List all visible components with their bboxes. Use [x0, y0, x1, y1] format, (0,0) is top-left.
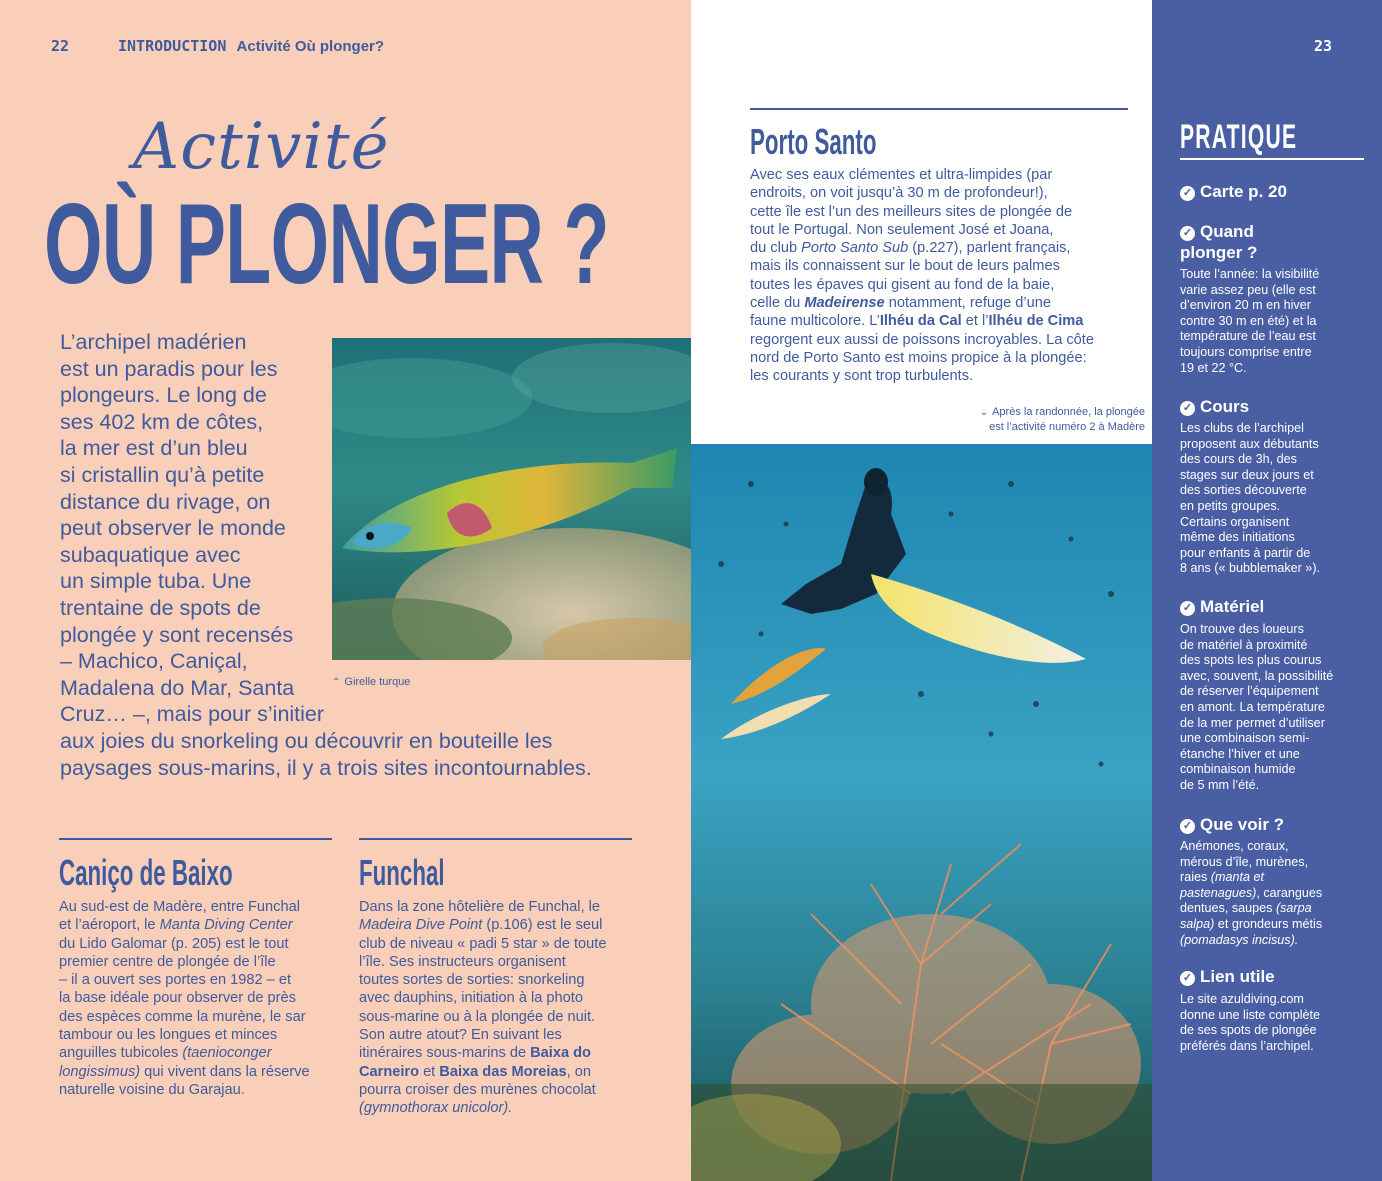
page-title: OÙ PLONGER ? [44, 181, 609, 308]
pratique-heading [1180, 396, 1249, 417]
pratique-text-segment: de matériel à proximité [1180, 637, 1308, 652]
funchal-text-segment: , on [566, 1063, 591, 1080]
canico-text-segment: anguilles tubicoles [59, 1045, 183, 1062]
pratique-heading-text: Matériel [1200, 597, 1265, 616]
porto-santo-text-segment: regorgent eux aussi de poissons incroyables. La côte [750, 331, 1094, 348]
intro-line: – Machico, Caniçal, [60, 649, 248, 674]
pratique-line [1180, 437, 1320, 453]
porto-santo-text [750, 166, 1094, 386]
pratique-title: PRATIQUE [1180, 118, 1298, 156]
pratique-line [1180, 561, 1320, 577]
canico-text-segment: longissimus) [59, 1063, 141, 1080]
porto-santo-heading: Porto Santo [750, 121, 877, 162]
pratique-heading-text: Carte p. 20 [1200, 182, 1287, 201]
pratique-line [1180, 778, 1333, 794]
pratique-text-segment: contre 30 m en été) et la [1180, 313, 1317, 328]
canico-line [59, 953, 310, 971]
pratique-line [1180, 638, 1333, 654]
porto-santo-line [750, 367, 1094, 385]
pratique-line [1180, 329, 1319, 345]
porto-santo-text-segment: celle du [750, 295, 805, 312]
pratique-text-segment: (manta et [1210, 870, 1264, 885]
funchal-text-segment: et [419, 1063, 440, 1080]
pratique-text-segment: 8 ans (« bubblemaker »). [1180, 561, 1321, 576]
pratique-heading [1180, 181, 1287, 202]
porto-santo-text-segment: notamment, refuge d’une [884, 295, 1051, 312]
pratique-line [1180, 499, 1320, 515]
pratique-text-segment: raies [1180, 870, 1211, 885]
pratique-text [1180, 622, 1333, 794]
porto-santo-text-segment: les courants y sont trop turbulents. [750, 368, 974, 385]
wrasse-photo [332, 338, 691, 660]
running-header-subsection: Activité Où plonger? [236, 38, 385, 55]
intro-line: aux joies du snorkeling ou découvrir en bouteille les [60, 728, 553, 753]
funchal-text-segment: club de niveau « padi 5 star » de toute [359, 935, 607, 952]
funchal-line [359, 898, 606, 916]
pratique-text-segment: Anémones, coraux, [1180, 839, 1289, 853]
pratique-text-segment: en amont. La température [1180, 699, 1325, 714]
pratique-text-segment: température de l’eau est [1180, 329, 1316, 344]
porto-santo-text-segment: mais ils connaissent sur le bout de leurs palmes [750, 258, 1060, 275]
intro-line: plongeurs. Le long de [60, 383, 267, 408]
porto-santo-text-segment: toutes les épaves qui gisent au fond de la baie, [750, 276, 1055, 293]
canico-text-segment: (taenioconger [182, 1045, 272, 1062]
intro-line: peut observer le monde [60, 516, 286, 541]
porto-santo-text-segment: (p.227), parlent français, [908, 240, 1071, 257]
intro-line: si cristallin qu’à petite [60, 462, 265, 487]
pratique-text-segment: proposent aux débutants [1180, 436, 1319, 451]
pratique-text-segment: de ses spots de plongée [1180, 1023, 1317, 1038]
caret-up-icon: ⌃ [332, 677, 341, 688]
intro-line: un simple tuba. Une [60, 569, 252, 594]
funchal-rule [359, 838, 632, 840]
pratique-line [1180, 1023, 1320, 1039]
pratique-heading [1180, 814, 1284, 835]
porto-santo-text-segment: Madeirense [804, 295, 885, 312]
porto-santo-text-segment: Avec ses eaux clémentes et ultra-limpides (par [750, 167, 1053, 183]
canico-text-segment: Au sud-est de Madère, entre Funchal [59, 899, 300, 915]
pratique-text-segment: combinaison humide [1180, 762, 1296, 777]
pratique-text-segment: mérous d’île, murènes, [1180, 854, 1309, 869]
caret-down-icon: ⌄ [979, 407, 989, 418]
canico-text-segment: des espèces comme la murène, le sar [59, 1008, 306, 1025]
caption-girelle [332, 675, 410, 690]
pratique-text-segment: étanche l’hiver et une [1180, 746, 1300, 761]
pratique-text-segment: salpa) [1180, 916, 1215, 931]
pratique-line [1180, 452, 1320, 468]
pratique-line [1180, 669, 1333, 685]
porto-santo-text-segment: tout le Portugal. Non seulement José et Joana, [750, 221, 1054, 238]
pratique-line [1180, 762, 1333, 778]
intro-line: subaquatique avec [60, 542, 241, 567]
pratique-heading [1180, 221, 1257, 263]
intro-line: trentaine de spots de [60, 595, 261, 620]
pratique-text-segment: et grondeurs métis [1214, 916, 1323, 931]
canico-text-segment: du Lido Galomar (p. 205) est le tout [59, 935, 289, 952]
porto-santo-text-segment: faune multicolore. L’ [750, 313, 880, 330]
pratique-line [1180, 283, 1319, 299]
canico-line [59, 1044, 310, 1062]
pratique-line [1180, 361, 1319, 377]
pratique-text-segment: avec, souvent, la possibilité [1180, 668, 1334, 683]
funchal-text-segment: toutes sortes de sorties: snorkeling [359, 972, 585, 989]
porto-santo-text-segment: endroits, on voit jusqu’à 30 m de profondeur!), [750, 185, 1048, 202]
pratique-text-segment: 19 et 22 °C. [1180, 360, 1247, 375]
pratique-line [1180, 747, 1333, 763]
porto-santo-line [750, 257, 1094, 275]
porto-santo-text-segment: Ilhéu da Cal [879, 313, 962, 330]
pratique-line [1180, 653, 1333, 669]
pratique-line [1180, 855, 1322, 871]
pratique-line [1180, 345, 1319, 361]
funchal-line [359, 971, 606, 989]
pratique-line [1180, 314, 1319, 330]
page-number-right: 23 [1314, 37, 1333, 55]
intro-line: paysages sous-marins, il y a trois sites incontournables. [60, 755, 592, 780]
intro-line: L’archipel madérien [60, 330, 247, 354]
canico-text-segment: – il a ouvert ses portes en 1982 – et [59, 972, 292, 989]
funchal-text-segment: l’île. Ses instructeurs organisent [359, 953, 566, 970]
canico-line [59, 989, 310, 1007]
pratique-line [1180, 933, 1322, 949]
canico-heading: Caniço de Baixo [59, 852, 233, 893]
pratique-line [1180, 515, 1320, 531]
pratique-line [1180, 1008, 1320, 1024]
pratique-text-segment: d’environ 20 m en hiver [1180, 298, 1311, 313]
pratique-text-segment: des spots les plus courus [1180, 653, 1322, 668]
porto-santo-text-segment: cette île est l’un des meilleurs sites de plongée de [750, 203, 1073, 220]
pratique-text-segment: dentues, saupes [1180, 901, 1276, 916]
pratique-line [1180, 731, 1333, 747]
porto-santo-line [750, 203, 1094, 221]
funchal-text-segment: Dans la zone hôtelière de Funchal, le [359, 899, 600, 915]
intro-line: Cruz… –, mais pour s’initier [60, 702, 325, 727]
canico-text-segment: qui vivent dans la réserve [140, 1063, 310, 1080]
running-header [118, 37, 384, 55]
porto-santo-text-segment: Porto Santo Sub [801, 240, 909, 257]
canico-text-segment: la base idéale pour observer de près [59, 990, 296, 1007]
caption-diver-line-1: Après la randonnée, la plongée [992, 406, 1145, 418]
pratique-heading-text: Quand [1200, 222, 1254, 241]
canico-line [59, 898, 310, 916]
pratique-rule [1180, 158, 1364, 160]
canico-rule [59, 838, 332, 840]
funchal-text-segment: Baixa do [530, 1045, 591, 1062]
funchal-line [359, 1026, 606, 1044]
canico-line [59, 1081, 310, 1099]
pratique-text-segment: même des initiations [1180, 530, 1295, 545]
intro-line: distance du rivage, on [60, 489, 271, 514]
pratique-line [1180, 992, 1320, 1008]
funchal-line [359, 989, 606, 1007]
pratique-text [1180, 267, 1319, 376]
pratique-text-segment: (pomadasys incisus). [1180, 932, 1299, 947]
check-circle-icon: ✓ [1180, 819, 1195, 834]
funchal-text-segment: sous-marine ou à la plongée de nuit. [359, 1008, 596, 1025]
pratique-text-segment: stages sur deux jours et [1180, 467, 1314, 482]
pratique-line [1180, 886, 1322, 902]
pratique-heading-text: Cours [1200, 397, 1250, 416]
pratique-line [1180, 1039, 1320, 1055]
caption-diver [955, 405, 1145, 434]
porto-santo-line [750, 166, 1094, 184]
pratique-text-segment: pour enfants à partir de [1180, 545, 1311, 560]
pratique-line [1180, 870, 1322, 886]
pratique-text-segment: , carangues [1256, 885, 1323, 900]
funchal-line [359, 953, 606, 971]
pratique-text-segment: en petits groupes. [1180, 498, 1281, 513]
pratique-line [1180, 530, 1320, 546]
funchal-line [359, 935, 606, 953]
porto-santo-line [750, 349, 1094, 367]
pratique-text-segment: (sarpa [1275, 901, 1312, 916]
pratique-text [1180, 992, 1320, 1054]
check-circle-icon: ✓ [1180, 186, 1195, 201]
pratique-text-segment: Toute l’année: la visibilité [1180, 267, 1320, 281]
title-script: Activité [133, 110, 390, 184]
pratique-line [1180, 700, 1333, 716]
funchal-heading: Funchal [359, 852, 445, 893]
check-circle-icon: ✓ [1180, 401, 1195, 416]
pratique-line [1180, 839, 1322, 855]
canico-text-segment: premier centre de plongée de l’île [59, 953, 276, 970]
pratique-text-segment: de 5 mm l’été. [1180, 777, 1260, 792]
canico-line [59, 1026, 310, 1044]
porto-santo-text-segment: du club [750, 240, 802, 257]
canico-line [59, 1008, 310, 1026]
pratique-line [1180, 917, 1322, 933]
pratique-text-segment: préférés dans l’archipel. [1180, 1038, 1314, 1053]
funchal-text-segment: Madeira Dive Point [359, 917, 483, 934]
pratique-heading-text: plonger ? [1180, 243, 1258, 262]
canico-line [59, 916, 310, 934]
funchal-line [359, 1044, 606, 1062]
intro-line: Madalena do Mar, Santa [60, 675, 295, 700]
funchal-text-segment: (p.106) est le seul [482, 917, 603, 934]
pratique-line [1180, 716, 1333, 732]
funchal-line [359, 1063, 606, 1081]
pratique-line [1180, 267, 1319, 283]
pratique-text [1180, 839, 1322, 948]
canico-line [59, 1063, 310, 1081]
canico-text-segment: et l’aéroport, le [59, 917, 160, 934]
intro-line: ses 402 km de côtes, [60, 409, 264, 434]
pratique-text-segment: donne une liste complète [1180, 1007, 1321, 1022]
pratique-text-segment: de réserver l’équipement [1180, 684, 1319, 699]
porto-santo-line [750, 276, 1094, 294]
porto-santo-line [750, 331, 1094, 349]
funchal-text-segment: pourra croiser des murènes chocolat [359, 1081, 596, 1098]
canico-text-segment: naturelle voisine du Garajau. [59, 1081, 245, 1098]
porto-santo-line [750, 312, 1094, 330]
check-circle-icon: ✓ [1180, 971, 1195, 986]
funchal-text-segment: Carneiro [359, 1063, 420, 1080]
funchal-text-segment: avec dauphins, initiation à la photo [359, 990, 583, 1007]
pratique-heading-text: Que voir ? [1200, 815, 1285, 834]
pratique-line [1180, 684, 1333, 700]
funchal-text-segment: Son autre atout? En suivant les [359, 1027, 562, 1044]
pratique-text-segment: varie assez peu (elle est [1180, 282, 1316, 297]
pratique-text-segment: toujours comprise entre [1180, 344, 1312, 359]
funchal-text-segment: Baixa das Moreias [439, 1063, 567, 1080]
pratique-text-segment: On trouve des loueurs [1180, 622, 1304, 636]
porto-santo-text-segment: nord de Porto Santo est moins propice à la plongée: [750, 349, 1087, 366]
intro-line: est un paradis pour les [60, 356, 278, 381]
pratique-text-segment: Le site azuldiving.com [1180, 992, 1304, 1006]
porto-santo-line [750, 221, 1094, 239]
intro-line: plongée y sont recensés [60, 622, 294, 647]
pratique-line [1180, 483, 1320, 499]
porto-santo-rule [750, 108, 1128, 110]
pratique-text [1180, 421, 1320, 577]
funchal-text-segment: (gymnothorax unicolor). [359, 1100, 513, 1117]
check-circle-icon: ✓ [1180, 226, 1195, 241]
check-circle-icon: ✓ [1180, 601, 1195, 616]
page-number-left: 22 [51, 37, 70, 55]
intro-line: la mer est d’un bleu [60, 436, 248, 461]
canico-text [59, 898, 310, 1099]
pratique-text-segment: pastenagues) [1180, 885, 1257, 900]
pratique-line [1180, 421, 1320, 437]
running-header-section: INTRODUCTION [118, 37, 227, 55]
diver-photo [691, 444, 1152, 1181]
pratique-line [1180, 468, 1320, 484]
pratique-heading [1180, 596, 1264, 617]
caption-diver-line-2: est l’activité numéro 2 à Madère [989, 421, 1145, 433]
funchal-line [359, 1008, 606, 1026]
pratique-text-segment: de la mer permet d’utiliser [1180, 715, 1325, 730]
porto-santo-text-segment: Ilhéu de Cima [988, 313, 1084, 330]
canico-line [59, 971, 310, 989]
funchal-line [359, 1099, 606, 1117]
pratique-line [1180, 901, 1322, 917]
pratique-text-segment: des sorties découverte [1180, 483, 1307, 498]
pratique-line [1180, 622, 1333, 638]
funchal-line [359, 916, 606, 934]
pratique-line [1180, 298, 1319, 314]
canico-text-segment: tambour ou les longues et minces [59, 1027, 278, 1044]
pratique-text-segment: Certains organisent [1180, 514, 1290, 529]
porto-santo-line [750, 294, 1094, 312]
canico-line [59, 935, 310, 953]
porto-santo-text-segment: et l’ [961, 313, 989, 330]
funchal-line [359, 1081, 606, 1099]
pratique-heading-text: Lien utile [1200, 967, 1275, 986]
caption-girelle-text: Girelle turque [344, 676, 411, 688]
pratique-text-segment: des cours de 3h, des [1180, 452, 1297, 467]
pratique-line [1180, 546, 1320, 562]
canico-text-segment: Manta Diving Center [159, 917, 293, 934]
porto-santo-line [750, 184, 1094, 202]
funchal-text [359, 898, 606, 1118]
funchal-text-segment: itinéraires sous-marins de [359, 1045, 531, 1062]
pratique-text-segment: Les clubs de l’archipel [1180, 421, 1304, 435]
porto-santo-line [750, 239, 1094, 257]
pratique-text-segment: une combinaison semi- [1180, 731, 1310, 746]
pratique-heading [1180, 966, 1275, 987]
